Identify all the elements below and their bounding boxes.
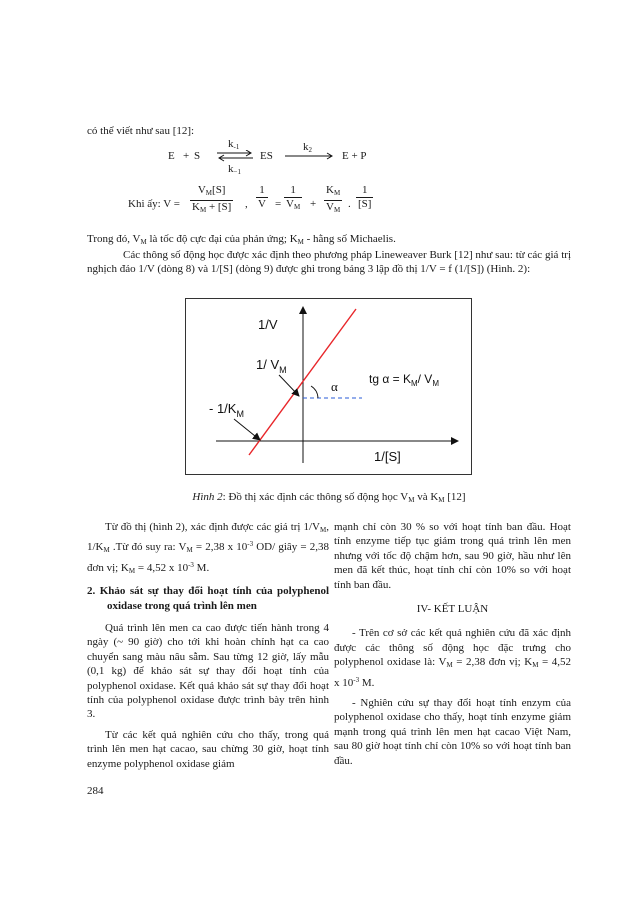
figure-lineweaver-burk	[185, 298, 472, 475]
right-para-continuation: mạnh chỉ còn 30 % so với hoạt tính ban đầu. Hoạt tính enzyme tiếp tục giảm trong quá trình lên men nhưng với tốc độ chậm hơn, sau 90 giờ, hầu như lên men đã kết thúc, hoạt tính chỉ còn 10% so với hoạt tính ban đầu.	[334, 521, 571, 591]
left-para-fermentation: Quá trình lên men ca cao được tiến hành trong 4 ngày (~ 90 giờ) cho tới khi hoàn chỉnh hạt ca cao chuyển sang màu nâu sẫm. Sau từng 12 giờ, lấy mẫu (0,1 kg) để khảo sát sự thay đổi hoạt tính của polyphenol oxidase. Kết quả khảo sát sự thay đổi hoạt tính của polyphenol oxidase được trình bày trên hình 3.	[87, 622, 329, 721]
y-axis-label: 1/V	[258, 317, 278, 332]
section-heading-2: 2. Khảo sát sự thay đổi hoạt tính của polyphenol oxidase trong quá trình lên men	[87, 585, 329, 612]
right-column	[334, 520, 571, 774]
intro-line: có thể viết như sau [12]:	[87, 125, 195, 137]
conclusion-item-1: - Trên cơ sở các kết quả nghiên cứu đã xác định được các thông số động học đặc trưng cho polyphenol oxidase là: $V_M = 2,38$ đơn vị; $K_M = 4,52$ x $10^{-3}$ M.	[334, 627, 571, 689]
left-column	[87, 520, 329, 777]
forward-arrow-icon	[285, 152, 335, 160]
formula-dot: .	[348, 198, 351, 210]
rate-constant-backward: $k_{-1}$	[228, 163, 241, 176]
reaction-scheme	[0, 138, 638, 188]
formula-equals: =	[275, 198, 282, 210]
rate-constant-k2: $k_2$	[303, 141, 312, 154]
formula-comma: ,	[245, 198, 248, 210]
plus-sign: +	[183, 150, 190, 162]
negative-intercept-label: - $1/K_M$	[209, 401, 244, 419]
product-symbols: E + P	[342, 150, 367, 162]
left-para-results: Từ đồ thị (hình 2), xác định được các giá trị $1/V_M$, $1/K_M$ .Từ đó suy ra: $V_M = 2,38$ x $10^{-3}$ OD/ giây = 2,38 đơn vị; $K_M = 4,52$ x $10^{-3}$ M.	[87, 521, 329, 575]
kinetics-formulas	[0, 184, 638, 226]
para-lineweaver-burk: Các thông số động học được xác định theo phương pháp Lineweaver Burk [12] như sau: từ các giá trị nghịch đảo 1/V (dòng 8) và 1/[S] (dòng 9) được ghi trong bảng 3 lập đồ thị 1/V = f (1/[S]) (Hình. 2):	[87, 249, 571, 276]
lb-term-1-over-s: $\frac{1}{[S]}$	[358, 184, 372, 210]
figure-caption: Hình 2: Đồ thị xác định các thông số động học $V_M$ và $K_M$ [12]	[192, 491, 466, 504]
complex-symbol: ES	[260, 150, 273, 162]
x-axis-label: 1/[S]	[374, 449, 401, 464]
alpha-arc	[311, 386, 318, 398]
page-number: 284	[87, 785, 104, 797]
pointer-to-x-intercept	[234, 419, 260, 440]
para-definitions: Trong đó, $V_M$ là tốc độ cực đại của phản ứng; $K_M$ - hằng số Michaelis.	[87, 233, 396, 246]
left-para-findings: Từ các kết quả nghiên cứu cho thấy, trong quá trình lên men hạt cacao, sau chừng 30 giờ, hoạt tính enzyme polyphenol oxidase giảm	[87, 728, 329, 770]
lineweaver-burk-plot	[186, 299, 473, 476]
substrate-symbol: S	[194, 150, 201, 162]
caption-label: Hình 2	[192, 491, 223, 503]
formula-lead: Khi ấy: V =	[128, 198, 180, 210]
pointer-to-y-intercept	[279, 375, 299, 396]
equilibrium-arrows-icon	[215, 150, 255, 162]
lb-term-1-over-vm: $\frac{1}{V_M}$	[286, 184, 301, 211]
conclusion-item-2: - Nghiên cứu sự thay đổi hoạt tính enzym của polyphenol oxidase cho thấy, hoạt tính enzyme giảm mạnh trong quá trình lên men hạt cacao Việt Nam, sau 80 giờ hoạt tính chỉ còn 10% so với hoạt tính ban đầu.	[334, 697, 571, 767]
slope-label: tg $\alpha = K_M/$ $V_M$	[369, 372, 439, 388]
lb-term-km-over-vm: $\frac{K_M}{V_M}$	[326, 184, 341, 214]
rate-constant-forward: $k_{-1}$	[228, 138, 240, 151]
formula-plus: +	[310, 198, 317, 210]
intercept-label: 1/ $V_M$	[256, 357, 287, 375]
michaelis-menten-fraction: $\frac{V_M[S]}{K_M + [S]}$	[192, 184, 232, 214]
alpha-label: α	[331, 379, 338, 394]
lb-term-1-over-v: $\frac{1}{V}$	[258, 184, 266, 210]
enzyme-symbol: E	[168, 150, 175, 162]
section-heading-conclusion: IV- KẾT LUẬN	[416, 603, 489, 616]
